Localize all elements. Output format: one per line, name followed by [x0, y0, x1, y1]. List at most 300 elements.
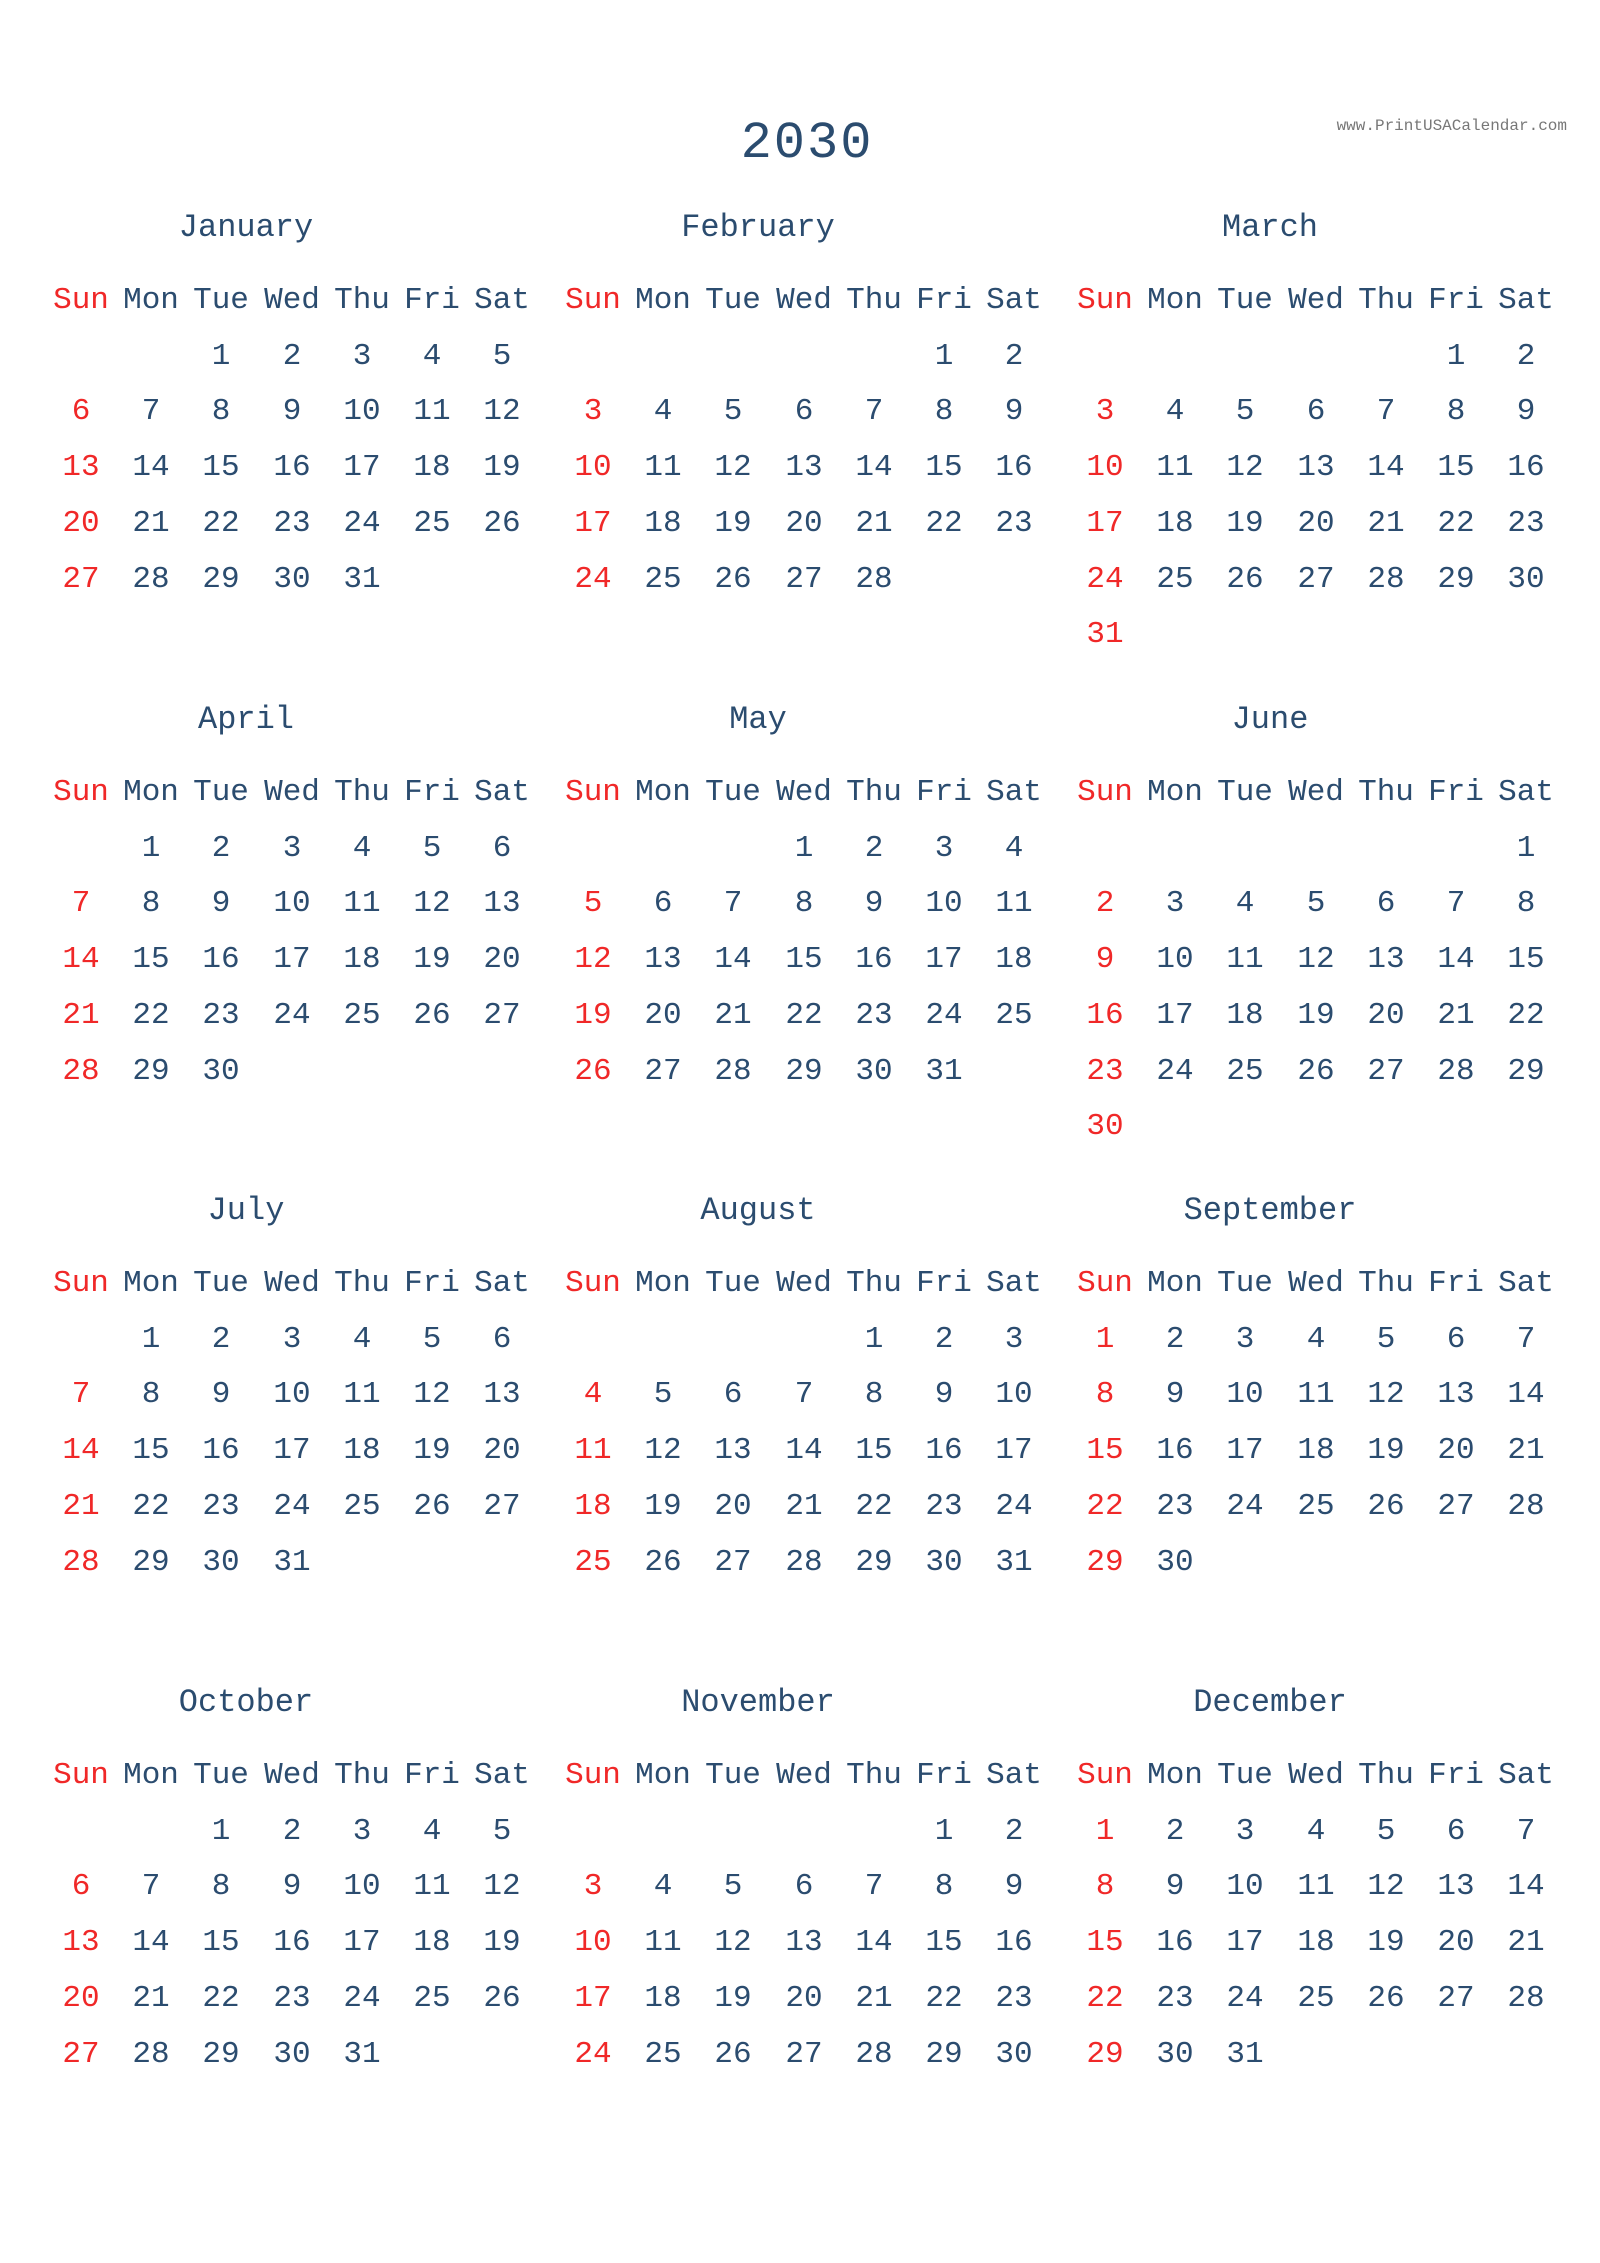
weekday-header: Wed	[776, 283, 832, 318]
day-cell: 7	[141, 394, 161, 430]
day-cell: 19	[574, 997, 612, 1033]
day-cell: 6	[71, 1869, 91, 1905]
day-cell: 16	[1156, 1925, 1194, 1961]
day-cell: 18	[644, 1980, 682, 2016]
day-cell: 22	[855, 1488, 893, 1524]
weekday-header: Mon	[123, 1758, 179, 1793]
weekday-header: Thu	[334, 775, 390, 810]
day-cell: 3	[352, 338, 372, 374]
day-cell: 2	[1004, 338, 1024, 374]
weekday-header: Wed	[776, 1758, 832, 1793]
day-cell: 4	[1165, 394, 1185, 430]
day-cell: 9	[282, 394, 302, 430]
weekday-header: Thu	[846, 1266, 902, 1301]
weekday-header: Thu	[1358, 775, 1414, 810]
weekday-header: Sun	[565, 775, 621, 810]
month-title: February	[681, 209, 835, 246]
day-cell: 15	[1507, 942, 1545, 978]
day-cell: 8	[1095, 1869, 1115, 1905]
day-cell: 7	[1516, 1321, 1536, 1357]
day-cell: 3	[934, 830, 954, 866]
day-cell: 12	[1226, 450, 1264, 486]
weekday-header: Tue	[193, 1266, 249, 1301]
weekday-header: Mon	[123, 283, 179, 318]
day-cell: 20	[785, 505, 823, 541]
month-title: May	[729, 701, 787, 738]
day-cell: 16	[855, 942, 893, 978]
day-cell: 12	[483, 1869, 521, 1905]
day-cell: 2	[282, 1813, 302, 1849]
month-title: November	[681, 1684, 835, 1721]
day-cell: 16	[925, 1433, 963, 1469]
weekday-header: Wed	[1288, 1758, 1344, 1793]
day-cell: 3	[583, 1869, 603, 1905]
day-cell: 2	[934, 1321, 954, 1357]
day-cell: 5	[492, 1813, 512, 1849]
day-cell: 30	[1156, 1544, 1194, 1580]
weekday-header: Fri	[404, 283, 460, 318]
day-cell: 26	[413, 997, 451, 1033]
day-cell: 12	[483, 394, 521, 430]
day-cell: 26	[1297, 1053, 1335, 1089]
day-cell: 11	[413, 394, 451, 430]
day-cell: 5	[723, 1869, 743, 1905]
day-cell: 27	[62, 561, 100, 597]
day-cell: 20	[714, 1488, 752, 1524]
weekday-header: Sat	[1498, 1758, 1554, 1793]
day-cell: 12	[714, 450, 752, 486]
day-cell: 5	[723, 394, 743, 430]
weekday-header: Sat	[1498, 283, 1554, 318]
day-cell: 2	[282, 338, 302, 374]
day-cell: 24	[574, 561, 612, 597]
weekday-header: Sat	[986, 1266, 1042, 1301]
day-cell: 17	[1226, 1925, 1264, 1961]
weekday-header: Sat	[474, 283, 530, 318]
day-cell: 19	[483, 1925, 521, 1961]
day-cell: 4	[653, 394, 673, 430]
day-cell: 23	[995, 1980, 1033, 2016]
day-cell: 6	[653, 886, 673, 922]
weekday-header: Fri	[1428, 1758, 1484, 1793]
day-cell: 18	[343, 942, 381, 978]
day-cell: 31	[343, 2036, 381, 2072]
day-cell: 29	[785, 1053, 823, 1089]
day-cell: 29	[132, 1053, 170, 1089]
day-cell: 22	[1086, 1488, 1124, 1524]
weekday-header: Mon	[123, 1266, 179, 1301]
day-cell: 26	[483, 505, 521, 541]
day-cell: 17	[574, 1980, 612, 2016]
day-cell: 11	[413, 1869, 451, 1905]
day-cell: 30	[273, 2036, 311, 2072]
day-cell: 6	[1376, 886, 1396, 922]
day-cell: 15	[925, 450, 963, 486]
day-cell: 30	[1156, 2036, 1194, 2072]
day-cell: 18	[1297, 1433, 1335, 1469]
day-cell: 6	[794, 394, 814, 430]
day-cell: 20	[785, 1980, 823, 2016]
day-cell: 9	[1516, 394, 1536, 430]
day-cell: 28	[62, 1544, 100, 1580]
day-cell: 26	[413, 1488, 451, 1524]
day-cell: 19	[644, 1488, 682, 1524]
day-cell: 8	[141, 1377, 161, 1413]
weekday-header: Thu	[1358, 283, 1414, 318]
day-cell: 15	[785, 942, 823, 978]
day-cell: 27	[785, 2036, 823, 2072]
day-cell: 20	[1437, 1433, 1475, 1469]
day-cell: 2	[211, 830, 231, 866]
day-cell: 21	[855, 505, 893, 541]
day-cell: 18	[413, 450, 451, 486]
day-cell: 23	[1086, 1053, 1124, 1089]
day-cell: 25	[1297, 1488, 1335, 1524]
day-cell: 19	[413, 942, 451, 978]
day-cell: 23	[855, 997, 893, 1033]
day-cell: 19	[714, 1980, 752, 2016]
weekday-header: Thu	[846, 775, 902, 810]
weekday-header: Wed	[776, 1266, 832, 1301]
day-cell: 18	[1156, 505, 1194, 541]
day-cell: 13	[483, 1377, 521, 1413]
day-cell: 7	[864, 394, 884, 430]
day-cell: 2	[1516, 338, 1536, 374]
day-cell: 10	[273, 886, 311, 922]
day-cell: 11	[1297, 1377, 1335, 1413]
day-cell: 8	[211, 1869, 231, 1905]
day-cell: 28	[132, 561, 170, 597]
website-url: www.PrintUSACalendar.com	[1336, 117, 1567, 135]
day-cell: 27	[483, 1488, 521, 1524]
day-cell: 1	[1095, 1813, 1115, 1849]
day-cell: 25	[644, 2036, 682, 2072]
weekday-header: Sun	[1077, 283, 1133, 318]
day-cell: 3	[282, 1321, 302, 1357]
day-cell: 21	[1507, 1433, 1545, 1469]
weekday-header: Fri	[404, 775, 460, 810]
day-cell: 23	[925, 1488, 963, 1524]
day-cell: 1	[794, 830, 814, 866]
day-cell: 13	[644, 942, 682, 978]
day-cell: 10	[574, 450, 612, 486]
day-cell: 1	[211, 338, 231, 374]
day-cell: 4	[1235, 886, 1255, 922]
day-cell: 5	[653, 1377, 673, 1413]
day-cell: 25	[1226, 1053, 1264, 1089]
weekday-header: Tue	[705, 1758, 761, 1793]
day-cell: 9	[1004, 394, 1024, 430]
weekday-header: Tue	[1217, 1758, 1273, 1793]
day-cell: 13	[1437, 1377, 1475, 1413]
day-cell: 30	[995, 2036, 1033, 2072]
day-cell: 18	[574, 1488, 612, 1524]
day-cell: 12	[1367, 1869, 1405, 1905]
day-cell: 10	[1226, 1377, 1264, 1413]
day-cell: 23	[1156, 1980, 1194, 2016]
day-cell: 12	[644, 1433, 682, 1469]
day-cell: 23	[1507, 505, 1545, 541]
weekday-header: Mon	[635, 775, 691, 810]
day-cell: 28	[1437, 1053, 1475, 1089]
month-title: March	[1221, 209, 1318, 246]
day-cell: 22	[1086, 1980, 1124, 2016]
day-cell: 3	[1235, 1813, 1255, 1849]
weekday-header: Wed	[264, 283, 320, 318]
month-title: August	[700, 1192, 816, 1229]
day-cell: 23	[273, 1980, 311, 2016]
weekday-header: Sat	[986, 775, 1042, 810]
day-cell: 29	[855, 1544, 893, 1580]
day-cell: 4	[352, 830, 372, 866]
day-cell: 10	[925, 886, 963, 922]
day-cell: 12	[1367, 1377, 1405, 1413]
day-cell: 27	[644, 1053, 682, 1089]
day-cell: 12	[413, 1377, 451, 1413]
day-cell: 6	[492, 1321, 512, 1357]
day-cell: 15	[132, 1433, 170, 1469]
day-cell: 9	[211, 886, 231, 922]
day-cell: 4	[1004, 830, 1024, 866]
day-cell: 13	[62, 1925, 100, 1961]
day-cell: 28	[1507, 1488, 1545, 1524]
month-title: January	[178, 209, 314, 246]
day-cell: 18	[413, 1925, 451, 1961]
day-cell: 14	[1507, 1869, 1545, 1905]
day-cell: 20	[483, 942, 521, 978]
day-cell: 14	[785, 1433, 823, 1469]
day-cell: 25	[574, 1544, 612, 1580]
weekday-header: Fri	[916, 1758, 972, 1793]
day-cell: 14	[1367, 450, 1405, 486]
day-cell: 27	[714, 1544, 752, 1580]
day-cell: 6	[492, 830, 512, 866]
day-cell: 23	[202, 997, 240, 1033]
day-cell: 15	[1086, 1433, 1124, 1469]
day-cell: 7	[1516, 1813, 1536, 1849]
day-cell: 21	[1367, 505, 1405, 541]
weekday-header: Fri	[916, 283, 972, 318]
weekday-header: Sun	[565, 1758, 621, 1793]
day-cell: 30	[855, 1053, 893, 1089]
day-cell: 28	[855, 561, 893, 597]
day-cell: 9	[1165, 1377, 1185, 1413]
day-cell: 17	[1156, 997, 1194, 1033]
day-cell: 25	[1156, 561, 1194, 597]
day-cell: 17	[273, 942, 311, 978]
day-cell: 14	[855, 450, 893, 486]
day-cell: 25	[644, 561, 682, 597]
day-cell: 16	[202, 942, 240, 978]
day-cell: 27	[1297, 561, 1335, 597]
day-cell: 6	[1306, 394, 1326, 430]
day-cell: 24	[925, 997, 963, 1033]
day-cell: 20	[62, 1980, 100, 2016]
day-cell: 22	[132, 997, 170, 1033]
day-cell: 20	[1297, 505, 1335, 541]
day-cell: 11	[1156, 450, 1194, 486]
weekday-header: Sun	[565, 1266, 621, 1301]
day-cell: 25	[995, 997, 1033, 1033]
day-cell: 27	[1437, 1488, 1475, 1524]
day-cell: 31	[343, 561, 381, 597]
day-cell: 30	[1507, 561, 1545, 597]
weekday-header: Tue	[705, 1266, 761, 1301]
day-cell: 30	[925, 1544, 963, 1580]
month-title: July	[207, 1192, 285, 1229]
day-cell: 11	[1226, 942, 1264, 978]
day-cell: 7	[1446, 886, 1466, 922]
day-cell: 23	[273, 505, 311, 541]
day-cell: 31	[995, 1544, 1033, 1580]
day-cell: 2	[1095, 886, 1115, 922]
day-cell: 10	[343, 1869, 381, 1905]
day-cell: 7	[723, 886, 743, 922]
day-cell: 8	[1446, 394, 1466, 430]
day-cell: 28	[1367, 561, 1405, 597]
day-cell: 18	[644, 505, 682, 541]
day-cell: 1	[141, 830, 161, 866]
weekday-header: Sat	[474, 775, 530, 810]
day-cell: 28	[785, 1544, 823, 1580]
day-cell: 24	[574, 2036, 612, 2072]
day-cell: 18	[343, 1433, 381, 1469]
day-cell: 25	[413, 505, 451, 541]
day-cell: 24	[343, 505, 381, 541]
year-title: 2030	[740, 114, 874, 173]
day-cell: 31	[1226, 2036, 1264, 2072]
day-cell: 21	[62, 997, 100, 1033]
day-cell: 21	[62, 1488, 100, 1524]
day-cell: 9	[282, 1869, 302, 1905]
day-cell: 20	[1367, 997, 1405, 1033]
day-cell: 10	[574, 1925, 612, 1961]
day-cell: 17	[1226, 1433, 1264, 1469]
day-cell: 26	[644, 1544, 682, 1580]
day-cell: 24	[273, 1488, 311, 1524]
weekday-header: Tue	[193, 775, 249, 810]
day-cell: 5	[583, 886, 603, 922]
weekday-header: Thu	[846, 1758, 902, 1793]
day-cell: 14	[62, 942, 100, 978]
weekday-header: Sun	[53, 1266, 109, 1301]
day-cell: 5	[1376, 1813, 1396, 1849]
day-cell: 7	[141, 1869, 161, 1905]
day-cell: 6	[794, 1869, 814, 1905]
day-cell: 8	[794, 886, 814, 922]
day-cell: 9	[864, 886, 884, 922]
day-cell: 22	[785, 997, 823, 1033]
day-cell: 31	[273, 1544, 311, 1580]
day-cell: 16	[273, 450, 311, 486]
day-cell: 24	[1086, 561, 1124, 597]
weekday-header: Sun	[1077, 1758, 1133, 1793]
weekday-header: Thu	[334, 1266, 390, 1301]
weekday-header: Mon	[1147, 1758, 1203, 1793]
day-cell: 13	[785, 1925, 823, 1961]
day-cell: 2	[1004, 1813, 1024, 1849]
day-cell: 13	[1367, 942, 1405, 978]
day-cell: 11	[995, 886, 1033, 922]
day-cell: 17	[995, 1433, 1033, 1469]
day-cell: 3	[282, 830, 302, 866]
day-cell: 5	[1235, 394, 1255, 430]
day-cell: 13	[1437, 1869, 1475, 1905]
day-cell: 24	[1226, 1488, 1264, 1524]
day-cell: 21	[132, 505, 170, 541]
day-cell: 15	[1437, 450, 1475, 486]
day-cell: 26	[714, 561, 752, 597]
day-cell: 21	[132, 1980, 170, 2016]
day-cell: 1	[1516, 830, 1536, 866]
day-cell: 26	[714, 2036, 752, 2072]
day-cell: 24	[1156, 1053, 1194, 1089]
weekday-header: Thu	[334, 283, 390, 318]
weekday-header: Sun	[53, 1758, 109, 1793]
day-cell: 6	[71, 394, 91, 430]
day-cell: 24	[343, 1980, 381, 2016]
weekday-header: Sat	[474, 1266, 530, 1301]
day-cell: 23	[1156, 1488, 1194, 1524]
day-cell: 9	[1165, 1869, 1185, 1905]
day-cell: 9	[1004, 1869, 1024, 1905]
day-cell: 7	[1376, 394, 1396, 430]
day-cell: 8	[864, 1377, 884, 1413]
day-cell: 19	[1226, 505, 1264, 541]
day-cell: 24	[273, 997, 311, 1033]
day-cell: 6	[1446, 1321, 1466, 1357]
weekday-header: Thu	[846, 283, 902, 318]
day-cell: 29	[1086, 1544, 1124, 1580]
weekday-header: Tue	[1217, 283, 1273, 318]
weekday-header: Sun	[565, 283, 621, 318]
day-cell: 22	[202, 505, 240, 541]
day-cell: 24	[1226, 1980, 1264, 2016]
day-cell: 28	[1507, 1980, 1545, 2016]
day-cell: 8	[1516, 886, 1536, 922]
day-cell: 9	[934, 1377, 954, 1413]
day-cell: 16	[202, 1433, 240, 1469]
day-cell: 29	[925, 2036, 963, 2072]
day-cell: 14	[714, 942, 752, 978]
day-cell: 19	[413, 1433, 451, 1469]
weekday-header: Wed	[264, 1266, 320, 1301]
day-cell: 29	[132, 1544, 170, 1580]
day-cell: 27	[483, 997, 521, 1033]
day-cell: 8	[934, 394, 954, 430]
day-cell: 7	[71, 1377, 91, 1413]
day-cell: 9	[211, 1377, 231, 1413]
day-cell: 1	[1446, 338, 1466, 374]
day-cell: 11	[644, 450, 682, 486]
day-cell: 1	[934, 338, 954, 374]
day-cell: 16	[995, 450, 1033, 486]
day-cell: 31	[925, 1053, 963, 1089]
weekday-header: Wed	[1288, 775, 1344, 810]
day-cell: 2	[864, 830, 884, 866]
day-cell: 22	[1437, 505, 1475, 541]
weekday-header: Sun	[53, 283, 109, 318]
day-cell: 18	[995, 942, 1033, 978]
day-cell: 3	[1235, 1321, 1255, 1357]
day-cell: 3	[1095, 394, 1115, 430]
weekday-header: Fri	[1428, 775, 1484, 810]
day-cell: 2	[1165, 1813, 1185, 1849]
weekday-header: Fri	[404, 1758, 460, 1793]
day-cell: 5	[422, 1321, 442, 1357]
weekday-header: Tue	[193, 1758, 249, 1793]
day-cell: 22	[925, 1980, 963, 2016]
